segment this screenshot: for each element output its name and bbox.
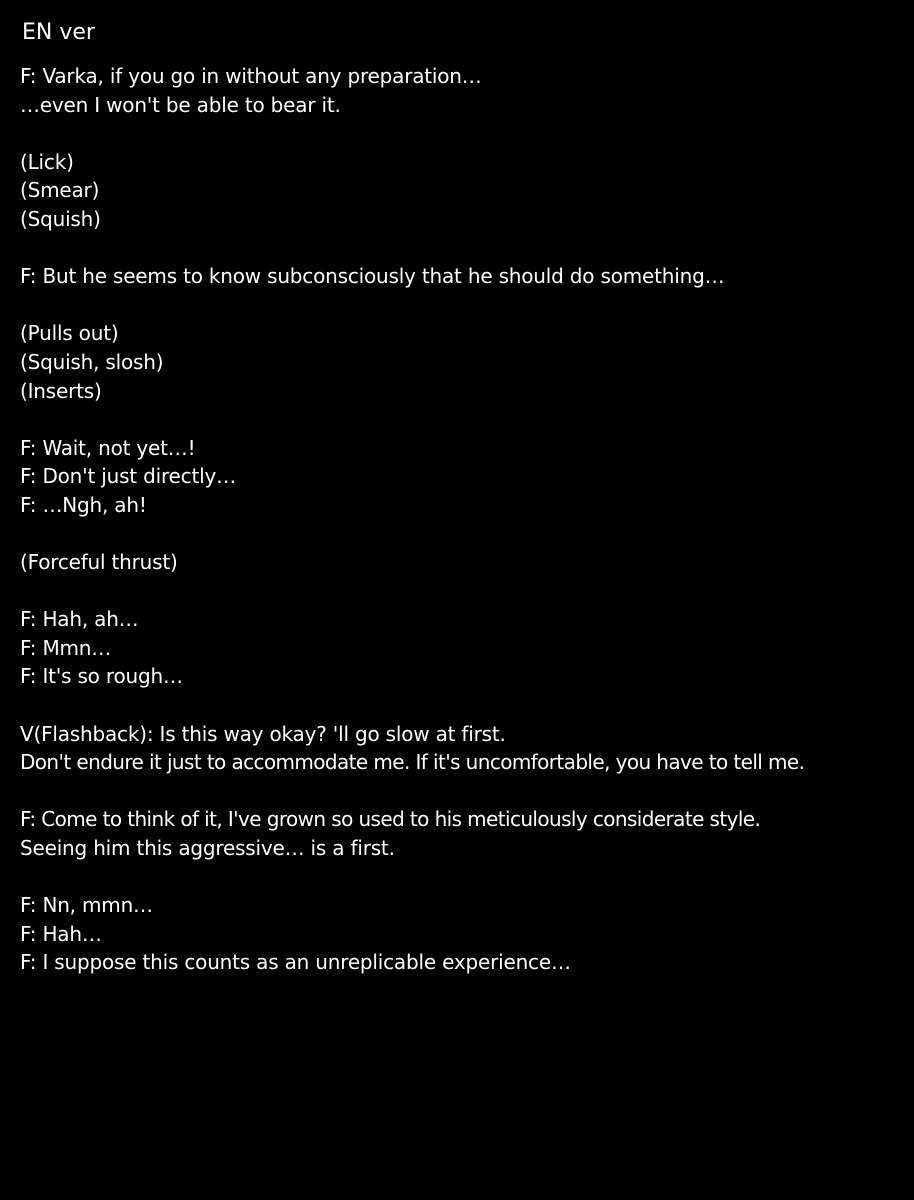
text-line: Seeing him this aggressive… is a first. — [20, 836, 395, 861]
text-line: F: …Ngh, ah! — [20, 492, 147, 517]
text-line: F: I suppose this counts as an unreplicable experience… — [20, 950, 571, 975]
text-line: (Squish, slosh) — [20, 349, 164, 374]
text-line: F: Wait, not yet…! — [20, 435, 196, 460]
text-line: F: But he seems to know subconsciously that he should do something… — [20, 264, 725, 289]
page-title: EN ver — [22, 20, 95, 45]
text-line: F: Hah, ah… — [20, 607, 139, 632]
text-line: (Forceful thrust) — [20, 550, 178, 575]
text-line: F: Come to think of it, I've grown so used to his meticulously considerate style. — [20, 807, 761, 832]
blank-line — [20, 777, 804, 806]
blank-line — [20, 691, 804, 720]
blank-line — [20, 863, 804, 892]
text-line: …even I won't be able to bear it. — [20, 92, 341, 117]
blank-line — [20, 291, 804, 320]
dialogue-text — [20, 62, 804, 977]
text-line: (Smear) — [20, 178, 100, 203]
blank-line — [20, 405, 804, 434]
text-line: F: Hah… — [20, 921, 102, 946]
text-line: V(Flashback): Is this way okay? 'll go slow at first. — [20, 721, 506, 746]
text-line: F: Nn, mmn… — [20, 893, 153, 918]
text-line: F: Mmn… — [20, 635, 112, 660]
blank-line — [20, 119, 804, 148]
text-line: F: Don't just directly… — [20, 464, 236, 489]
text-line: (Inserts) — [20, 378, 102, 403]
blank-line — [20, 577, 804, 606]
text-line: (Pulls out) — [20, 321, 119, 346]
text-line: F: Varka, if you go in without any preparation… — [20, 64, 482, 88]
text-line: Don't endure it just to accommodate me. If it's uncomfortable, you have to tell me. — [20, 750, 805, 775]
text-line: (Lick) — [20, 149, 74, 174]
blank-line — [20, 234, 804, 263]
text-line: (Squish) — [20, 206, 101, 231]
blank-line — [20, 520, 804, 549]
text-line: F: It's so rough… — [20, 664, 183, 689]
